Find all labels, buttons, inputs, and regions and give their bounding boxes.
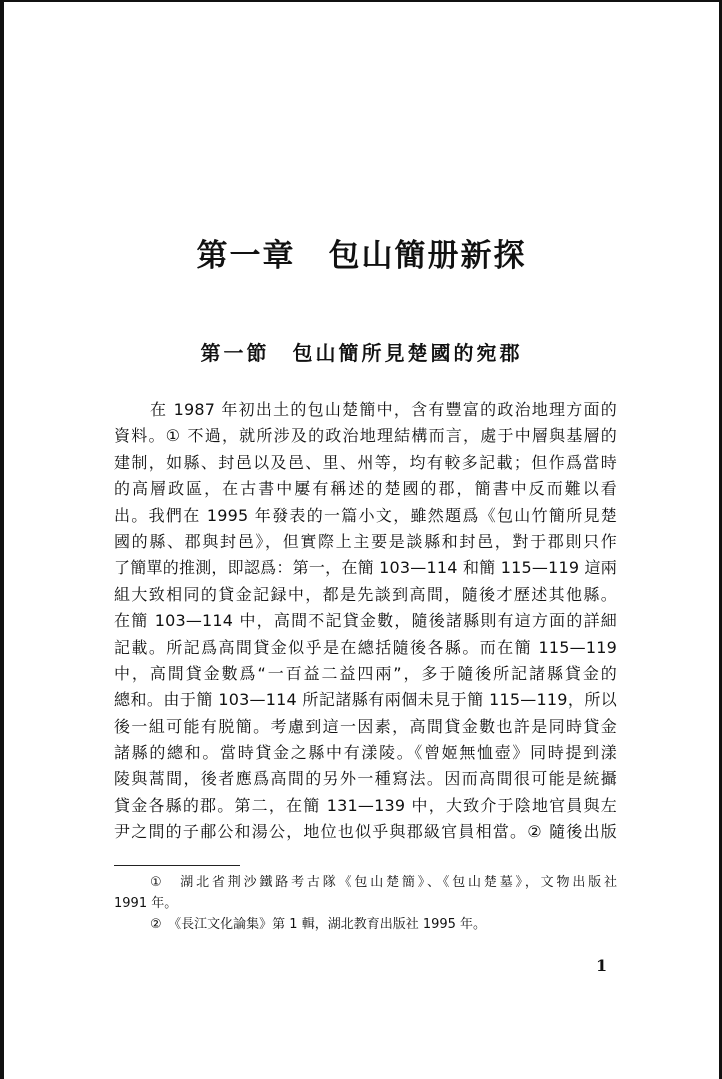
footnote-separator <box>114 865 240 866</box>
body-line: 在 1987 年初出土的包山楚簡中，含有豐富的政治地理方面的 <box>150 400 617 419</box>
footnote-1-line: ① 湖北省荆沙鐵路考古隊《包山楚簡》、《包山楚墓》，文物出版社 <box>150 875 617 890</box>
body-line: 出。我們在 1995 年發表的一篇小文，雖然題爲《包山竹簡所見楚 <box>114 505 617 525</box>
footnote-2-line: ② 《長江文化論集》第 1 輯，湖北教育出版社 1995 年。 <box>150 917 487 932</box>
body-line: 建制，如縣、封邑以及邑、里、州等，均有較多記載；但作爲當時 <box>114 452 617 472</box>
body-line: 了簡單的推測，即認爲：第一，在簡 103—114 和簡 115—119 這兩 <box>114 558 617 578</box>
body-line: 貸金各縣的郡。第二，在簡 131—139 中，大致介于陰地官員與左 <box>114 795 617 815</box>
body-line: 諸縣的總和。當時貸金之縣中有漾陵。《曾姬無恤壺》同時提到漾 <box>114 743 617 763</box>
footnote-1-line: 1991 年。 <box>114 896 178 911</box>
body-line: 記載。所記爲高間貸金似乎是在總括隨後各縣。而在簡 115—119 <box>114 637 617 657</box>
chapter-title: 第一章 包山簡册新探 <box>196 238 527 274</box>
body-line: 國的縣、郡與封邑》，但實際上主要是談縣和封邑，對于郡則只作 <box>114 531 617 551</box>
footnotes <box>114 872 617 935</box>
body-line: 陵與蒿間，後者應爲高間的另外一種寫法。因而高間很可能是統攝 <box>114 769 617 789</box>
body-line: 在簡 103—114 中，高間不記貸金數，隨後諸縣則有這方面的詳細 <box>114 611 617 631</box>
body-line: 後一組可能有脱簡。考慮到這一因素，高間貸金數也許是同時貸金 <box>114 716 617 736</box>
body-text <box>114 397 617 846</box>
body-line: 的高層政區，在古書中屢有稱述的楚國的郡，簡書中反而難以看 <box>114 479 617 499</box>
body-line: 中，高間貸金數爲“一百益二益四兩”，多于隨後所記諸縣貸金的 <box>114 663 617 683</box>
body-line: 尹之間的子郙公和湯公，地位也似乎與郡級官員相當。② 隨後出版 <box>114 822 617 842</box>
body-line: 資料。① 不過，就所涉及的政治地理結構而言，處于中層與基層的 <box>114 426 617 446</box>
body-line: 總和。由于簡 103—114 所記諸縣有兩個未見于簡 115—119，所以 <box>114 690 617 710</box>
body-line: 組大致相同的貸金記録中，都是先談到高間，隨後才歷述其他縣。 <box>114 584 617 604</box>
section-title: 第一節 包山簡所見楚國的宛郡 <box>200 341 523 365</box>
page-number: 1 <box>596 956 608 975</box>
